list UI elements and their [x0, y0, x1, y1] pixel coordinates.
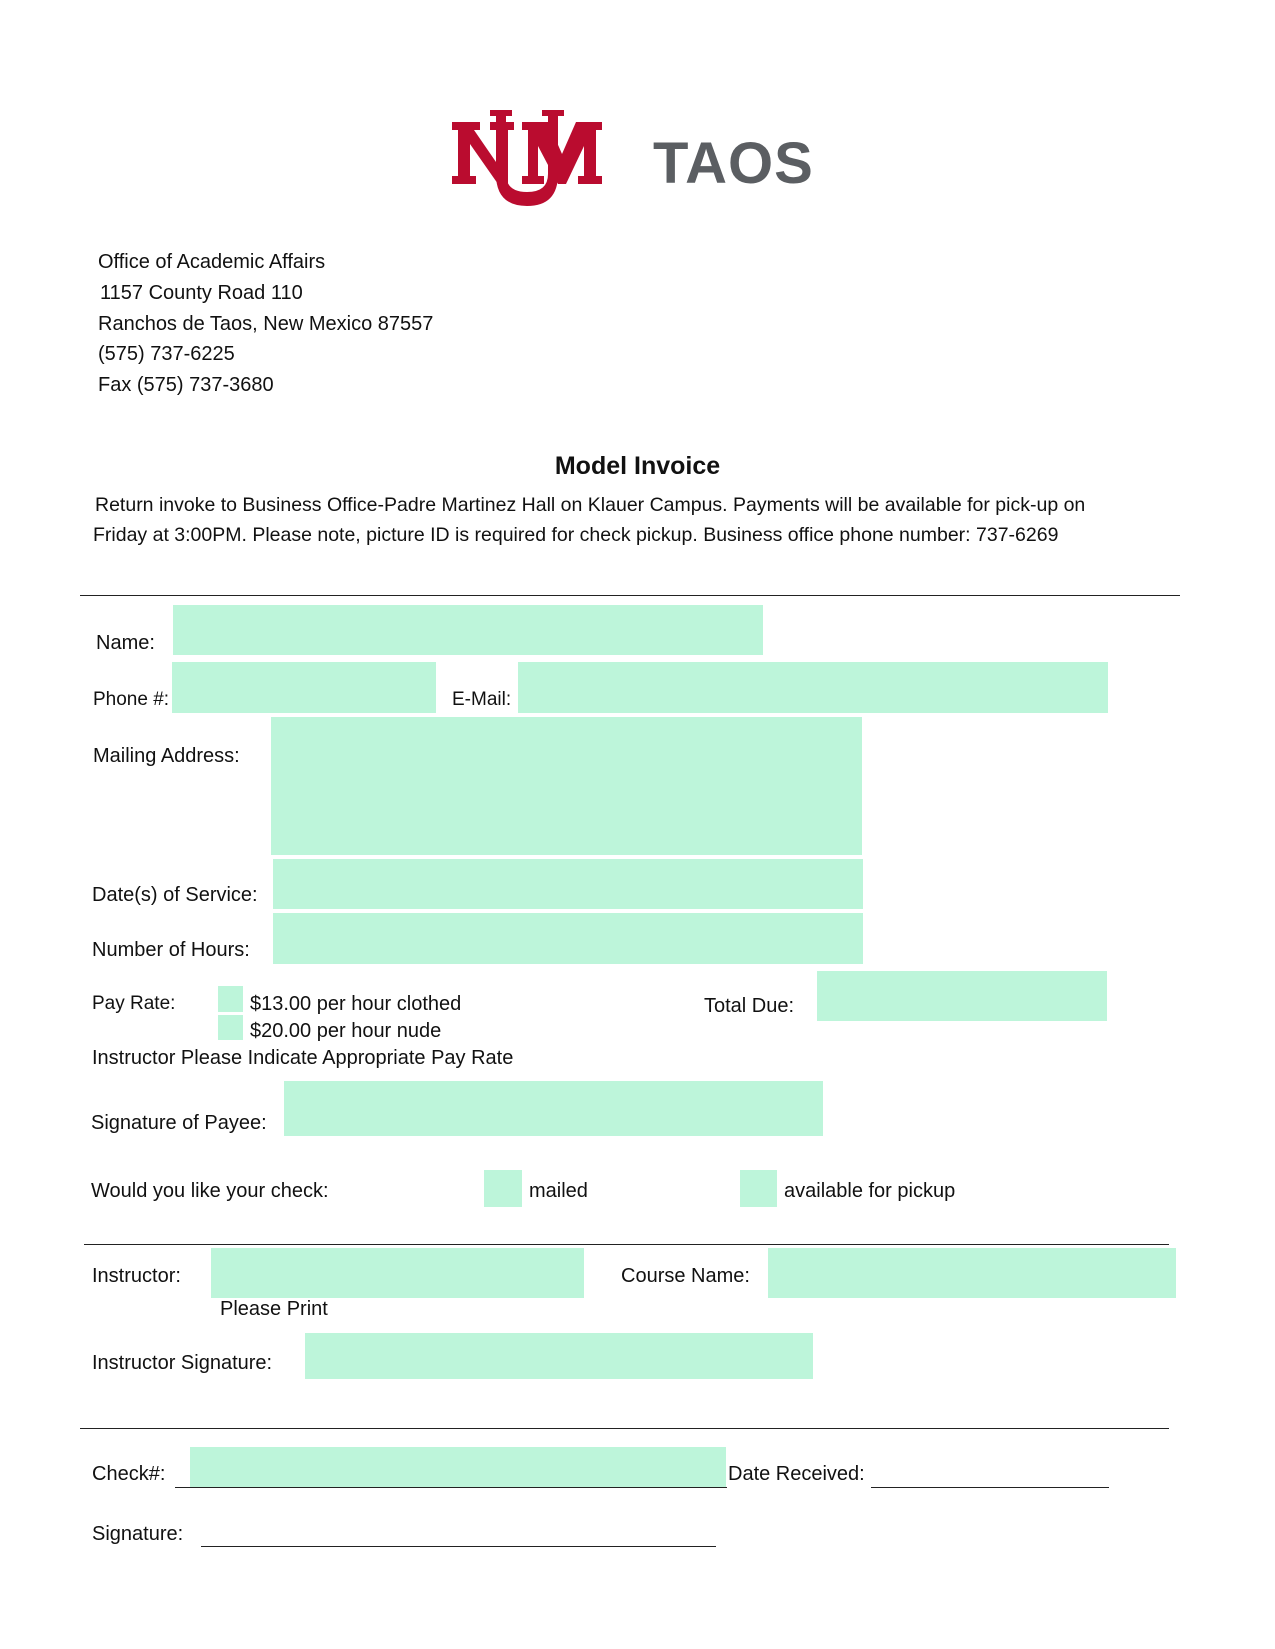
street-address: 1157 County Road 110 — [100, 282, 303, 304]
instructions-line-2: Friday at 3:00PM. Please note, picture ID is required for check pickup. Business office phone number: 737-6269 — [93, 524, 1059, 546]
number-of-hours-field[interactable] — [273, 913, 863, 964]
course-name-label: Course Name: — [621, 1265, 750, 1287]
signature-line[interactable] — [201, 1546, 716, 1547]
check-number-field[interactable] — [190, 1447, 726, 1487]
fax-number: Fax (575) 737-3680 — [98, 374, 274, 396]
dates-of-service-label: Date(s) of Service: — [92, 884, 258, 906]
mailed-checkbox[interactable] — [484, 1170, 522, 1207]
email-field[interactable] — [518, 662, 1108, 713]
mailed-option-label: mailed — [529, 1180, 588, 1202]
number-of-hours-label: Number of Hours: — [92, 939, 250, 961]
instructor-field[interactable] — [211, 1248, 584, 1298]
name-field[interactable] — [173, 605, 763, 655]
city-address: Ranchos de Taos, New Mexico 87557 — [98, 313, 434, 335]
phone-label: Phone #: — [93, 689, 170, 710]
pickup-option-label: available for pickup — [784, 1180, 956, 1202]
divider — [84, 1244, 1169, 1245]
course-name-field[interactable] — [768, 1248, 1176, 1298]
divider — [80, 595, 1180, 596]
email-label: E-Mail: — [452, 689, 512, 710]
unm-mark-icon — [450, 108, 606, 212]
payee-signature-field[interactable] — [284, 1081, 823, 1136]
phone-field[interactable] — [172, 662, 436, 713]
rate-clothed-label: $13.00 per hour clothed — [250, 993, 462, 1015]
instructor-signature-field[interactable] — [305, 1333, 813, 1379]
payee-signature-label: Signature of Payee: — [91, 1112, 267, 1134]
rate-nude-label: $20.00 per hour nude — [250, 1020, 442, 1042]
date-received-label: Date Received: — [728, 1463, 865, 1485]
instructor-label: Instructor: — [92, 1265, 181, 1287]
rate-clothed-checkbox[interactable] — [218, 986, 243, 1012]
check-number-label: Check#: — [92, 1463, 166, 1485]
mailing-address-label: Mailing Address: — [93, 745, 240, 767]
mailing-address-field[interactable] — [271, 717, 862, 855]
instructions-line-1: Return invoke to Business Office-Padre Martinez Hall on Klauer Campus. Payments will be available for pick-up on — [95, 494, 1086, 516]
check-number-underline — [175, 1487, 727, 1488]
pay-rate-label: Pay Rate: — [92, 993, 176, 1014]
rate-nude-checkbox[interactable] — [218, 1015, 243, 1040]
check-delivery-question: Would you like your check: — [91, 1180, 329, 1202]
pickup-checkbox[interactable] — [740, 1170, 777, 1207]
please-print-hint: Please Print — [220, 1298, 328, 1320]
page-title: Model Invoice — [554, 452, 721, 480]
logo-wordmark: TAOS — [653, 131, 814, 196]
total-due-label: Total Due: — [704, 995, 795, 1017]
phone-number: (575) 737-6225 — [98, 343, 235, 365]
total-due-field[interactable] — [817, 971, 1107, 1021]
instructor-signature-label: Instructor Signature: — [92, 1352, 273, 1374]
office-name: Office of Academic Affairs — [98, 251, 326, 273]
signature-label: Signature: — [92, 1523, 184, 1545]
dates-of-service-field[interactable] — [273, 859, 863, 909]
date-received-line[interactable] — [871, 1487, 1109, 1488]
name-label: Name: — [96, 632, 155, 654]
instructor-pay-note: Instructor Please Indicate Appropriate Pay Rate — [92, 1047, 514, 1069]
divider — [80, 1428, 1169, 1429]
